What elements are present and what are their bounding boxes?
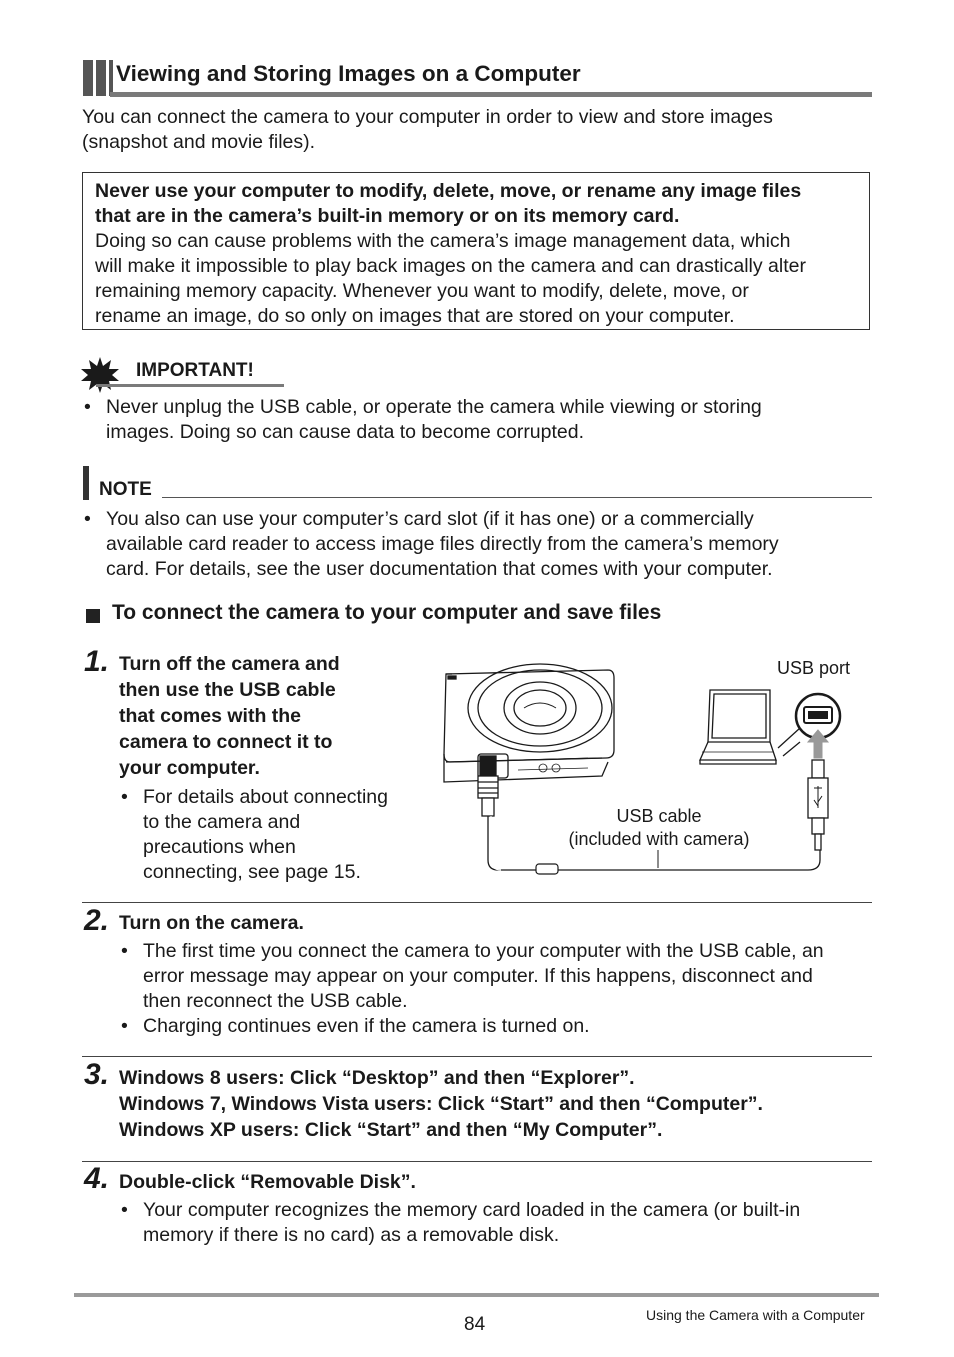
step-1-bullet: • For details about connecting to the camera and precautions when connecting, see page 15. — [121, 786, 388, 883]
note-bar — [83, 466, 89, 500]
important-label: IMPORTANT! — [136, 360, 254, 381]
usb-cable-sublabel: (included with camera) — [568, 829, 750, 849]
heading-rule — [110, 92, 872, 97]
step-number: 3. — [84, 1058, 110, 1091]
intro-paragraph: You can connect the camera to your computer in order to view and store images (snapshot and movie files). — [82, 106, 773, 153]
camera-illustration — [444, 664, 614, 782]
usb-port-label: USB port — [777, 658, 851, 678]
step-number: 2. — [84, 904, 110, 937]
diagram-svg — [438, 650, 878, 885]
heading-bar — [83, 60, 93, 96]
step-divider — [82, 1161, 872, 1162]
heading-bar — [109, 60, 113, 96]
step-2-bullet: • The first time you connect the camera to your computer with the USB cable, an error message may appear on your computer. If this happens, disconnect and then reconnect the USB cable. — [121, 940, 824, 1012]
step-2-bullet: • Charging continues even if the camera is turned on. — [121, 1015, 590, 1037]
usb-plug-camera — [478, 756, 498, 816]
step-number: 1. — [84, 645, 110, 678]
procedure-heading: To connect the camera to your computer and save files — [112, 601, 662, 624]
note-rule — [162, 497, 872, 498]
note-label: NOTE — [99, 479, 152, 500]
usb-plug-computer — [808, 760, 828, 850]
step-4-bullet: • Your computer recognizes the memory card loaded in the camera (or built-in memory if there is no card) as a removable disk. — [121, 1199, 801, 1246]
step-number: 4. — [84, 1162, 110, 1195]
step-divider — [82, 1056, 872, 1057]
important-bullet: • Never unplug the USB cable, or operate the camera while viewing or storing images. Doing so can cause data to become corrupted. — [84, 396, 762, 443]
note-bullet: • You also can use your computer’s card slot (if it has one) or a commercially available card reader to access image files directly from the camera’s memory card. For details, see the user documentation that comes with your computer. — [84, 508, 779, 580]
step-4-text: Double-click “Removable Disk”. — [119, 1171, 416, 1193]
page-number: 84 — [464, 1314, 486, 1335]
cable-ferrite — [536, 864, 558, 874]
important-burst-icon — [81, 357, 119, 393]
step-3-text: Windows 8 users: Click “Desktop” and then “Explorer”. Windows 7, Windows Vista users: Click “Start” and then “Computer”. Windows XP users: Click “Start” and then “My Computer”. — [119, 1067, 763, 1141]
heading-bar — [96, 60, 106, 96]
usb-connection-diagram — [438, 650, 878, 885]
procedure-square-icon — [86, 609, 100, 623]
section-title: Viewing and Storing Images on a Computer — [116, 61, 581, 86]
warning-box: Never use your computer to modify, delete, move, or rename any image files that are in the camera’s built-in memory or on its memory card. Doing so can cause problems with the camera’s image management data, which will make it impossible to play back images on the camera and can drastically alter remaining memory capacity. Whenever you want to modify, delete, move, or rename an image, do so only on images that are stored on your computer. — [82, 172, 870, 330]
footer-chapter-title: Using the Camera with a Computer — [646, 1307, 865, 1323]
footer-rule — [74, 1293, 879, 1297]
step-divider — [82, 902, 872, 903]
laptop-illustration — [700, 690, 776, 764]
important-rule — [96, 384, 284, 387]
usb-cable-label: USB cable — [616, 806, 702, 826]
step-2-text: Turn on the camera. — [119, 912, 304, 934]
step-1-text: Turn off the camera and then use the USB cable that comes with the camera to connect it to your computer. — [119, 653, 340, 779]
